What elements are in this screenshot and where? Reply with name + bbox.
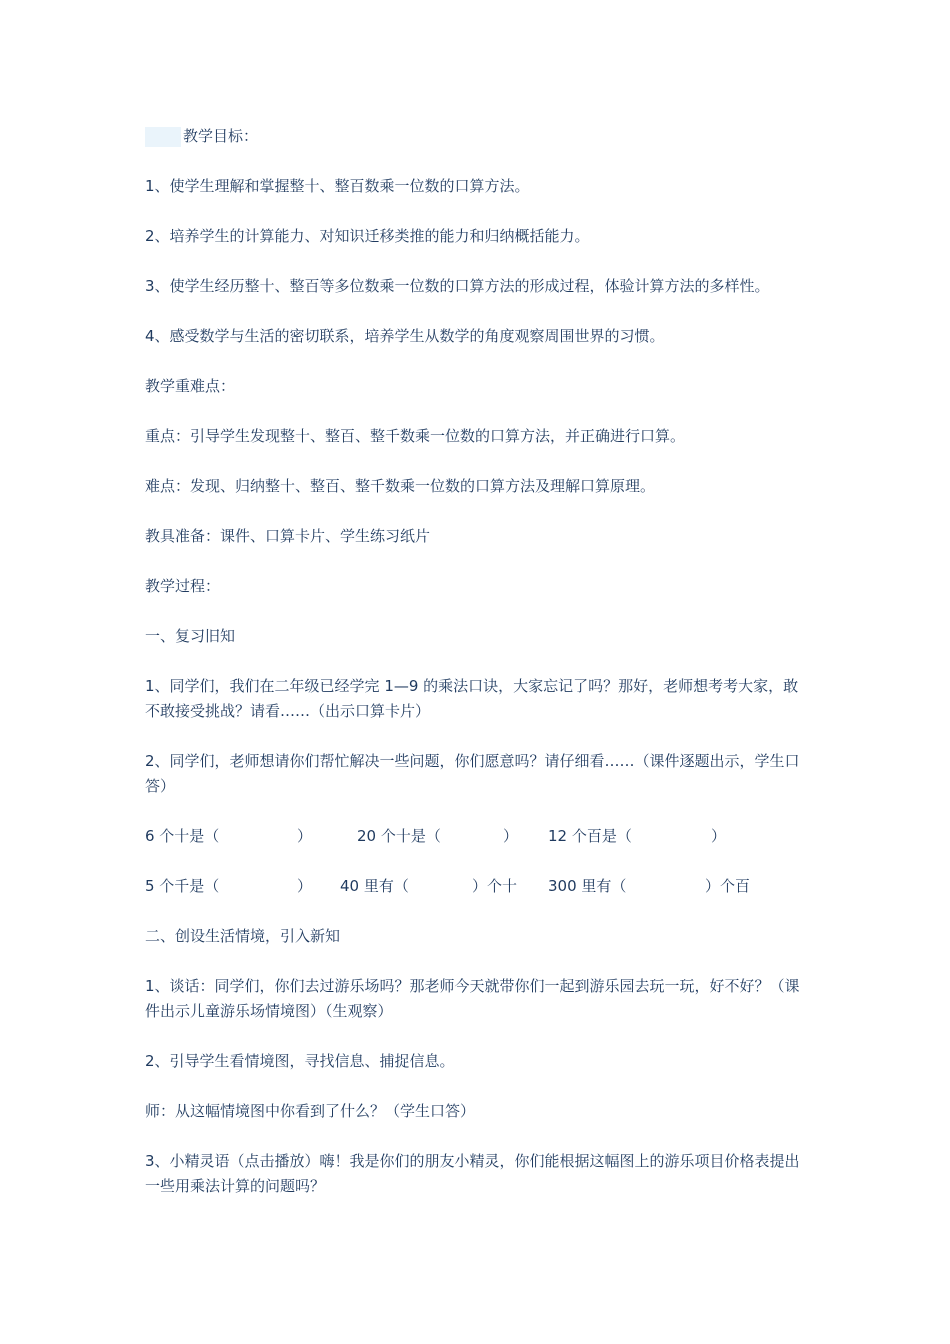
section2-item: 3、小精灵语（点击播放）嗨！我是你们的朋友小精灵，你们能根据这幅图上的游乐项目价格表提出一些用乘法计算的问题吗？ <box>145 1152 800 1195</box>
section2-title: 二、创设生活情境，引入新知 <box>145 927 341 945</box>
blank-b-label: 40 里有（ <box>340 877 409 895</box>
section2-item: 1、谈话：同学们，你们去过游乐场吗？那老师今天就带你们一起到游乐园去玩一玩，好不好？（课件出示儿童游乐场情境图）（生观察） <box>145 977 800 1020</box>
objective-item: 1、使学生理解和掌握整十、整百数乘一位数的口算方法。 <box>145 177 530 195</box>
blank-c-label: 300 里有（ <box>548 877 627 895</box>
objectives-title: 教学目标： <box>183 127 259 145</box>
section2-item: 师：从这幅情境图中你看到了什么？（学生口答） <box>145 1102 476 1120</box>
blank-c-label: 12 个百是（ <box>548 827 632 845</box>
objective-item: 3、使学生经历整十、整百等多位数乘一位数的口算方法的形成过程，体验计算方法的多样性。 <box>145 277 770 295</box>
blank-a-close: ） <box>297 827 313 845</box>
section1-item: 1、同学们，我们在二年级已经学完 1—9 的乘法口诀，大家忘记了吗？那好，老师想考考大家，敢不敢接受挑战？请看……（出示口算卡片） <box>145 677 799 720</box>
section1-title: 一、复习旧知 <box>145 627 236 645</box>
blank-c-close: ） <box>711 827 727 845</box>
difficult-point: 难点：发现、归纳整十、整百、整千数乘一位数的口算方法及理解口算原理。 <box>145 477 656 495</box>
blank-a-close: ） <box>297 877 313 895</box>
process-title: 教学过程： <box>145 577 221 595</box>
materials: 教具准备：课件、口算卡片、学生练习纸片 <box>145 527 431 545</box>
section2-item: 2、引导学生看情境图，寻找信息、捕捉信息。 <box>145 1052 455 1070</box>
document-body <box>145 124 813 1224</box>
fill-blank-row-2 <box>145 874 813 899</box>
blank-a-label: 6 个十是（ <box>145 827 220 845</box>
key-point: 重点：引导学生发现整十、整百、整千数乘一位数的口算方法，并正确进行口算。 <box>145 427 686 445</box>
fill-blank-row-1 <box>145 824 813 849</box>
objectives-heading <box>145 124 813 149</box>
blank-b-close: ）个十 <box>472 877 518 895</box>
blank-b-label: 20 个十是（ <box>357 827 441 845</box>
blank-a-label: 5 个千是（ <box>145 877 220 895</box>
key-points-title: 教学重难点： <box>145 377 236 395</box>
objective-item: 4、感受数学与生活的密切联系，培养学生从数学的角度观察周围世界的习惯。 <box>145 327 665 345</box>
objective-item: 2、培养学生的计算能力、对知识迁移类推的能力和归纳概括能力。 <box>145 227 590 245</box>
highlight-marker <box>145 127 181 147</box>
blank-b-close: ） <box>503 827 519 845</box>
blank-c-close: ）个百 <box>705 877 751 895</box>
section1-item: 2、同学们，老师想请你们帮忙解决一些问题，你们愿意吗？请仔细看……（课件逐题出示，学生口答） <box>145 752 800 795</box>
